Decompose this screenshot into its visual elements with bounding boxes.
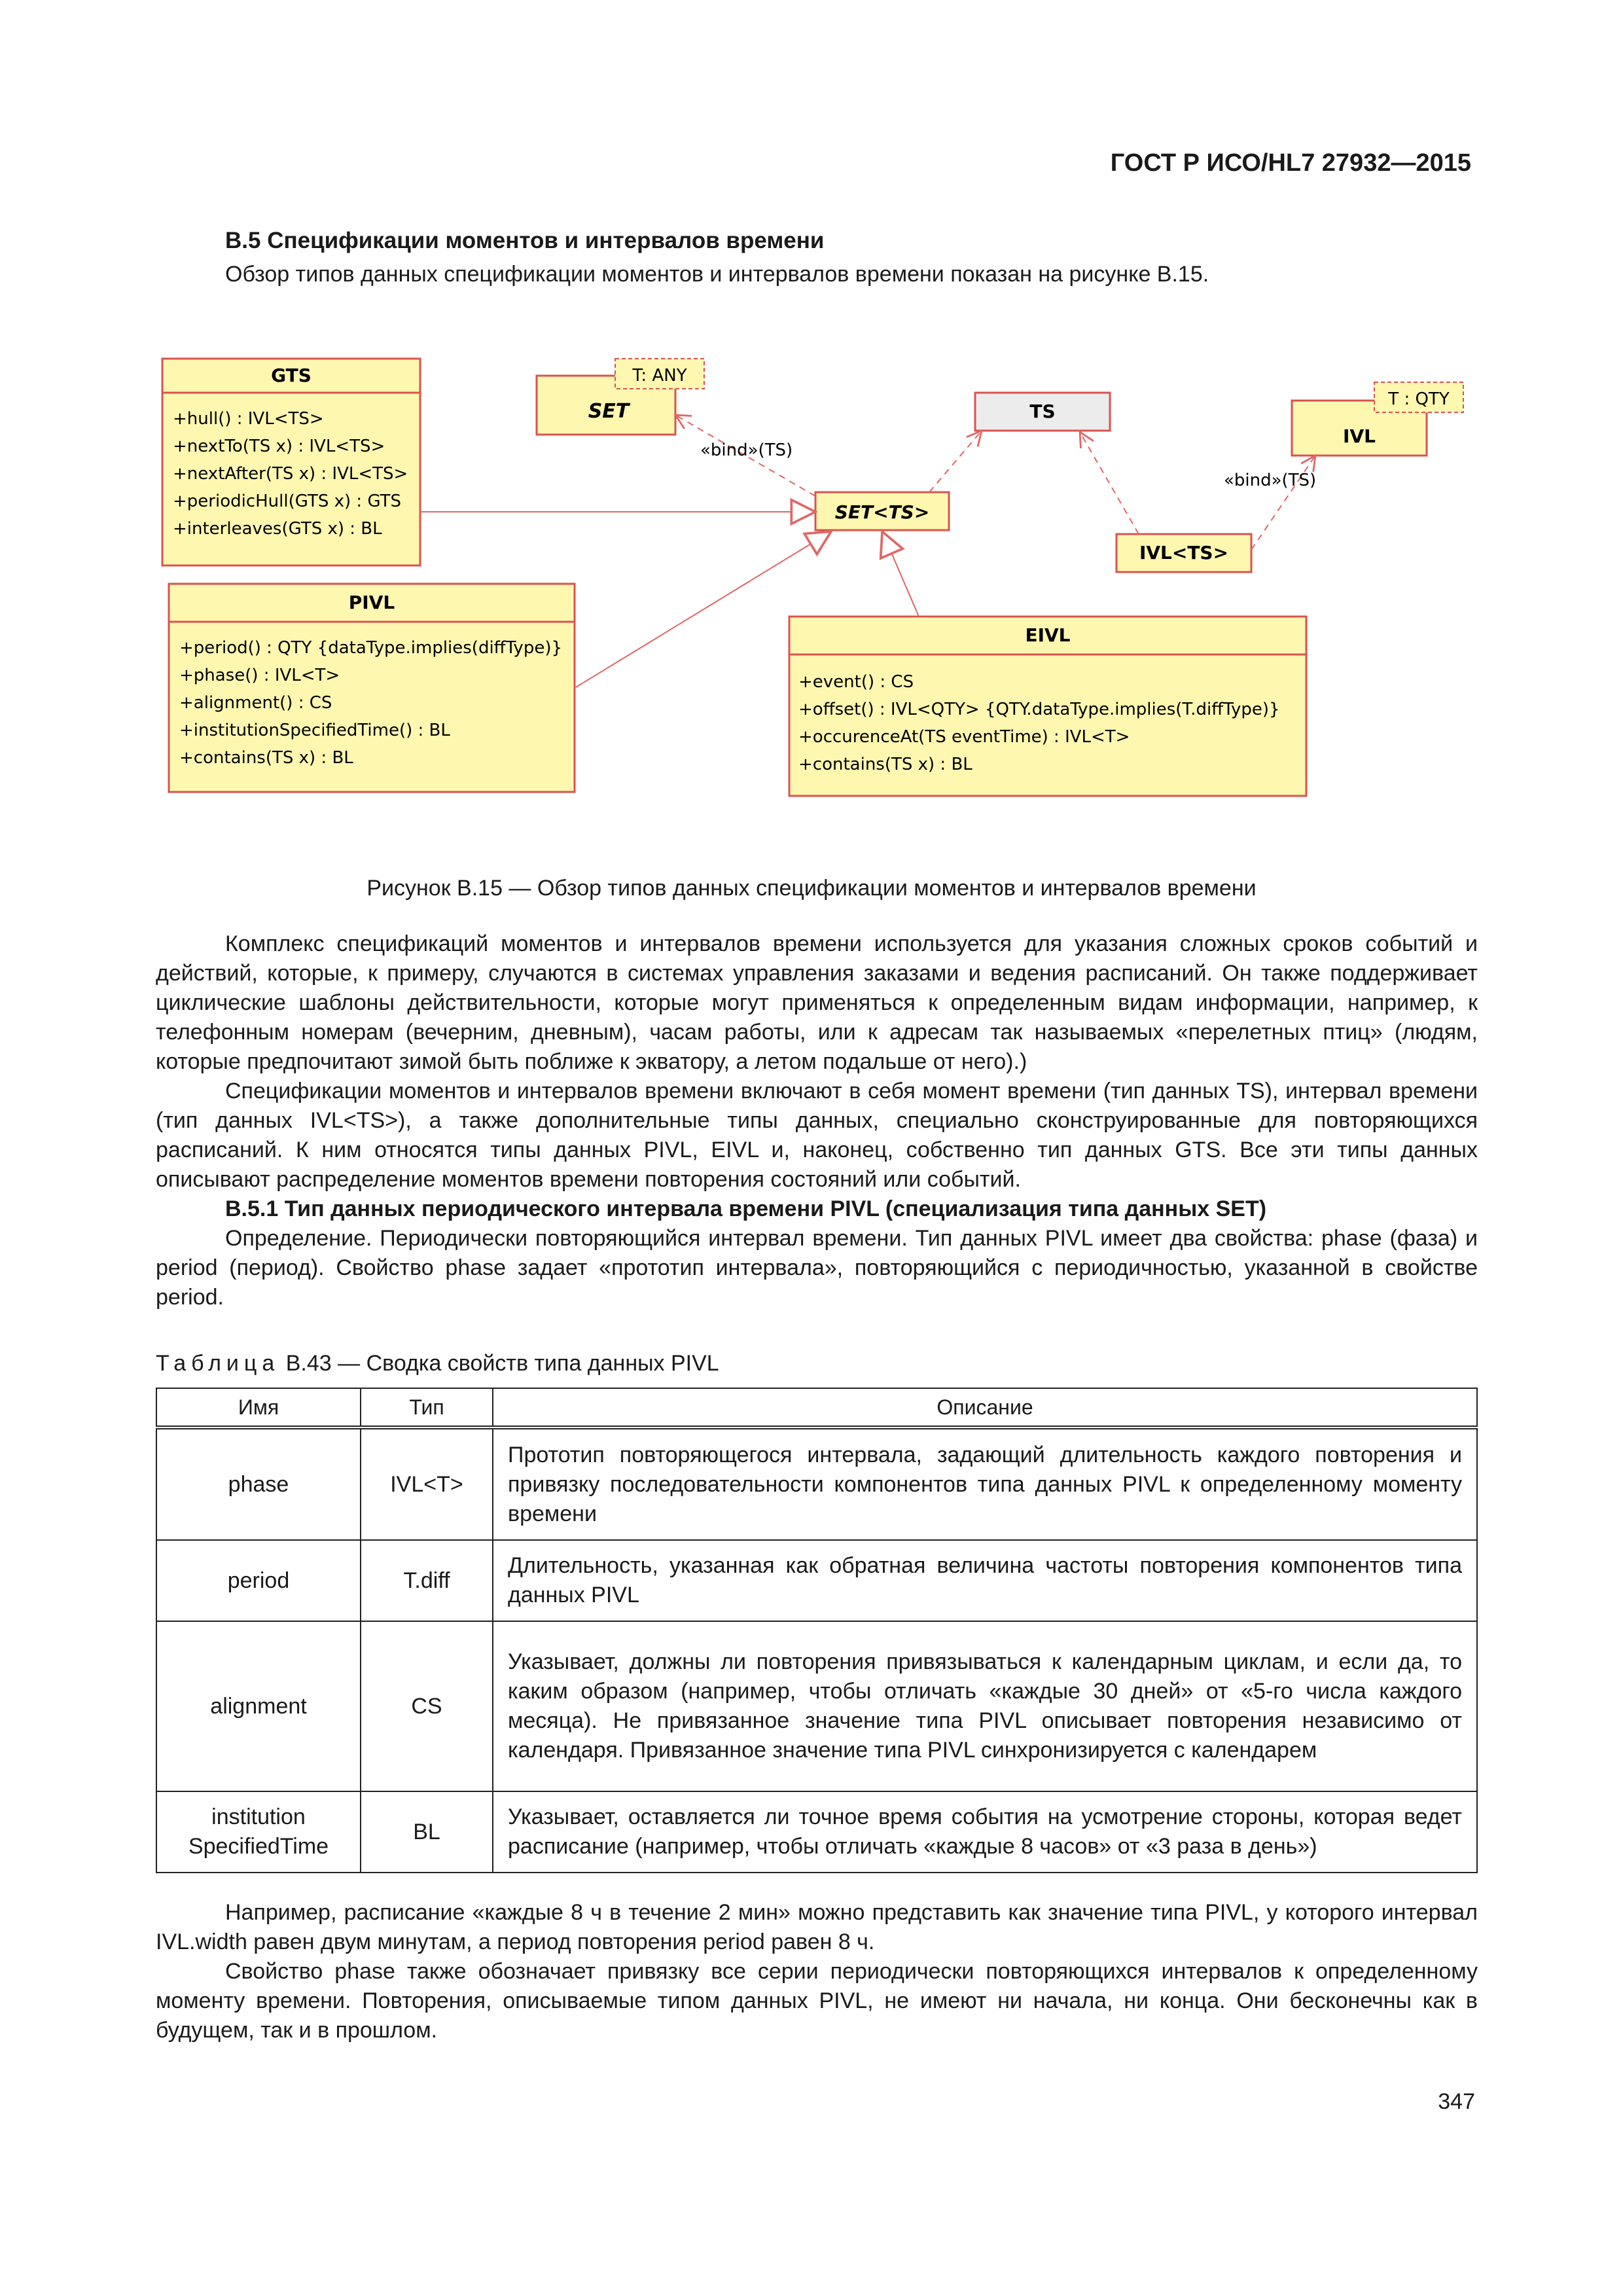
eivl-op: +contains(TS x) : BL [798, 755, 972, 774]
ivl-ts-title: IVL<TS> [1139, 542, 1229, 564]
cell-desc: Длительность, указанная как обратная величина частоты повторения компонентов типа данных PIVL [493, 1540, 1477, 1621]
eivl-op: +occurenceAt(TS eventTime) : IVL<T> [798, 727, 1130, 747]
cell-name: phase [156, 1427, 361, 1540]
set-ts-class [815, 492, 949, 530]
eivl-title: EIVL [1025, 624, 1071, 646]
table-row [156, 1427, 1477, 1540]
gts-title: GTS [271, 365, 312, 386]
standard-header: ГОСТ Р ИСО/HL7 27932—2015 [1110, 149, 1471, 177]
set-class [537, 359, 704, 435]
set-ts-title: SET<TS> [834, 501, 930, 523]
cell-type: IVL<T> [361, 1427, 493, 1540]
cell-name: period [156, 1540, 361, 1621]
subsection-title: В.5.1 Тип данных периодического интервала времени PIVL (специализация типа данных SET) [225, 1196, 1267, 1221]
properties-table [156, 1388, 1478, 1873]
cell-name: alignment [156, 1621, 361, 1791]
header-type: Тип [361, 1388, 493, 1427]
eivl-op: +event() : CS [798, 672, 914, 692]
pivl-op: +institutionSpecifiedTime() : BL [179, 721, 450, 740]
eivl-op: +offset() : IVL<QTY> {QTY.dataType.implies(T.diffType)} [798, 700, 1280, 719]
gts-op: +periodicHull(GTS x) : GTS [173, 492, 402, 511]
ivl-ts-class [1116, 534, 1251, 572]
set-param: T: ANY [632, 366, 687, 386]
cell-name: institution SpecifiedTime [156, 1791, 361, 1873]
pivl-class [169, 584, 575, 792]
pivl-op: +alignment() : CS [179, 693, 332, 713]
paragraph: Комплекс спецификаций моментов и интервалов времени используется для указания сложных сроков событий и действий, которые, к примеру, случаются в системах управления заказами и ведения расписаний. Он также поддерживает циклические шаблоны действительности, которые могут применяться к определенным видам информации, например, к телефонным номерам (вечерним, дневным), часам работы, или к адресам так называемых «перелетных птиц» (людям, которые предпочитают зимой быть поближе к экватору, а летом подальше от него).) [156, 931, 1478, 1074]
ts-title: TS [1029, 401, 1056, 422]
figure-caption: Рисунок В.15 — Обзор типов данных спецификации моментов и интервалов времени [366, 876, 1257, 901]
ts-class [975, 393, 1110, 431]
table-header-row [156, 1388, 1477, 1427]
cell-type: T.diff [361, 1540, 493, 1621]
gts-op: +interleaves(GTS x) : BL [173, 519, 382, 539]
gts-class [162, 359, 420, 565]
gts-op: +nextAfter(TS x) : IVL<TS> [173, 464, 408, 484]
paragraph: Спецификации моментов и интервалов времени включают в себя момент времени (тип данных TS), интервал времени (тип данных IVL<TS>), а также дополнительные типы данных, специально сконструированные для повторяющихся расписаний. К ним относятся типы данных PIVL, EIVL и, наконец, собственно тип данных GTS. Все эти типы данных описывают распределение моментов времени повторения состояний или событий. [156, 1079, 1478, 1192]
cell-type: CS [361, 1621, 493, 1791]
paragraph: Свойство phase также обозначает привязку все серии периодически повторяющихся интервалов к определенному моменту времени. Повторения, описываемые типом данных PIVL, не имеют ни начала, ни конца. Они бесконечны как в будущем, так и в прошлом. [156, 1959, 1478, 2043]
cell-desc: Указывает, должны ли повторения привязываться к календарным циклам, и если да, то каким образом (например, чтобы отличать «каждые 30 дней» от «5-го числа каждого месяца). Не привязанное значение типа PIVL описывает повторения независимо от календаря. Привязанное значение типа PIVL синхронизируется с календарем [493, 1621, 1477, 1791]
pivl-op: +phase() : IVL<T> [179, 666, 340, 685]
pivl-op: +contains(TS x) : BL [179, 748, 353, 768]
gts-op: +nextTo(TS x) : IVL<TS> [173, 437, 385, 456]
paragraph: Определение. Периодически повторяющийся интервал времени. Тип данных PIVL имеет два свойства: phase (фаза) и period (период). Свойство phase задает «прототип интервала», повторяющийся с периодичностью, указанной в свойстве period. [156, 1226, 1478, 1310]
bind-label-ivl: «bind»(TS) [1224, 471, 1317, 490]
ivl-class [1292, 382, 1463, 456]
table-row [156, 1540, 1477, 1621]
set-title: SET [588, 400, 630, 423]
uml-diagram [0, 0, 1623, 851]
header-desc: Описание [493, 1388, 1477, 1427]
ivl-param: T : QTY [1388, 389, 1450, 409]
cell-desc: Прототип повторяющегося интервала, задающий длительность каждого повторения и привязку последовательности компонентов типа данных PIVL к определенному моменту времени [493, 1427, 1477, 1540]
cell-desc: Указывает, оставляется ли точное время события на усмотрение стороны, которая ведет расписание (например, чтобы отличать «каждые 8 часов» от «3 раза в день») [493, 1791, 1477, 1873]
bind-label-set: «bind»(TS) [700, 440, 793, 460]
table-row [156, 1621, 1477, 1791]
pivl-title: PIVL [348, 592, 395, 613]
page-number: 347 [1438, 2089, 1475, 2114]
paragraph: Например, расписание «каждые 8 ч в течение 2 мин» можно представить как значение типа PIVL, у которого интервал IVL.width равен двум минутам, а период повторения period равен 8 ч. [156, 1900, 1478, 1954]
header-name: Имя [156, 1388, 361, 1427]
section-title: В.5 Спецификации моментов и интервалов времени [225, 228, 825, 253]
eivl-class [789, 617, 1306, 796]
cell-type: BL [361, 1791, 493, 1873]
table-caption: Таблица В.43 — Сводка свойств типа данных PIVL [156, 1351, 719, 1376]
gts-op: +hull() : IVL<TS> [173, 409, 324, 429]
ivl-title: IVL [1343, 425, 1376, 447]
table-row [156, 1791, 1477, 1873]
pivl-op: +period() : QTY {dataType.implies(diffType)} [179, 638, 562, 658]
section-intro: Обзор типов данных спецификации моментов и интервалов времени показан на рисунке В.15. [225, 262, 1209, 287]
